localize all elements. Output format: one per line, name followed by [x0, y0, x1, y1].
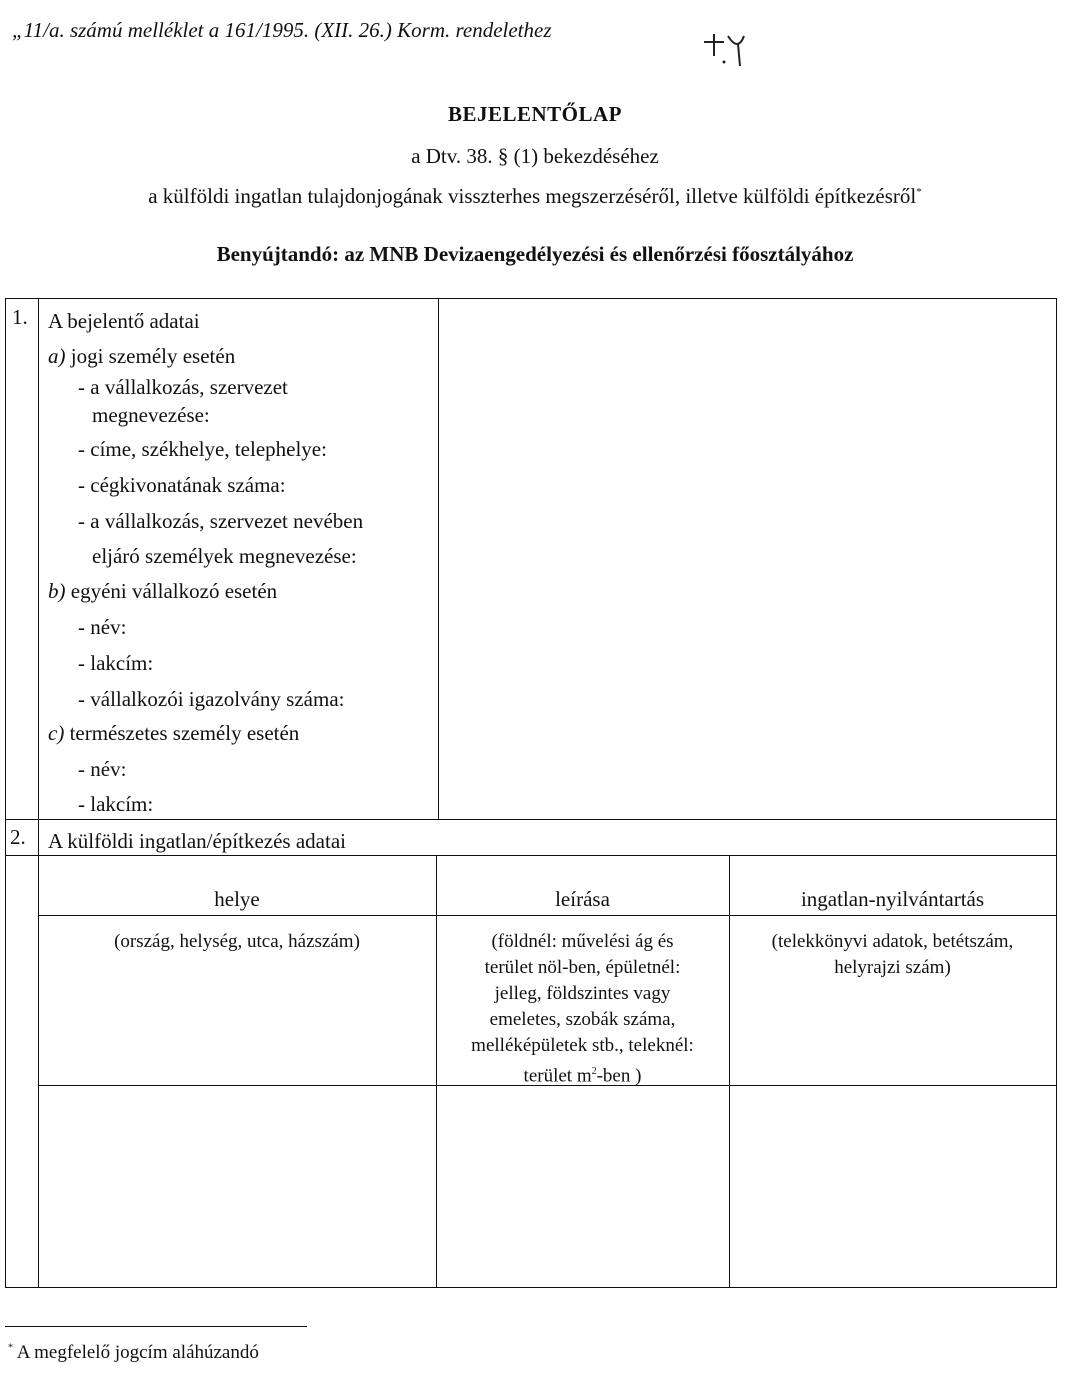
footnote-marker: *: [916, 186, 922, 198]
submit-to-notice: Benyújtandó: az MNB Devizaengedélyezési és ellenőrzési főosztályához: [216, 242, 854, 266]
section1-heading: A bejelentő adatai: [48, 309, 200, 333]
section1-a-item: - cégkivonatának száma:: [78, 473, 286, 497]
form-subtitle: a Dtv. 38. § (1) bekezdéséhez: [411, 144, 659, 168]
column-divider-2: [729, 855, 730, 1287]
section1-b-item: - név:: [78, 615, 127, 639]
section1-a-item: eljáró személyek megnevezése:: [92, 544, 357, 568]
column-desc-registry: (telekkönyvi adatok, betétszám, helyrajzi szám): [771, 931, 1014, 978]
document-header: „11/a. számú melléklet a 161/1995. (XII. 26.) Korm. rendelethez: [12, 18, 552, 42]
section1-number: 1.: [12, 305, 28, 329]
section2-heading: A külföldi ingatlan/építkezés adatai: [48, 829, 346, 853]
form-description: a külföldi ingatlan tulajdonjogának visszterhes megszerzéséről, illetve külföldi építkezésről*: [148, 184, 922, 208]
section1-bottom-rule: [6, 819, 1056, 820]
column-title-location: helye: [214, 887, 260, 911]
section1-b-heading: b) egyéni vállalkozó esetén: [48, 579, 278, 603]
section1-c-heading: c) természetes személy esetén: [48, 721, 300, 745]
footnote-rule: [5, 1326, 307, 1327]
section1-b-item: - lakcím:: [78, 651, 154, 675]
section1-a-item: - a vállalkozás, szervezet: [78, 375, 288, 399]
section2-number: 2.: [10, 825, 26, 849]
section1-a-heading: a) jogi személy esetén: [48, 344, 236, 368]
section1-a-item: - a vállalkozás, szervezet nevében: [78, 509, 364, 533]
section1-c-item: - lakcím:: [78, 792, 154, 816]
column-desc-location: (ország, helység, utca, házszám): [114, 931, 360, 952]
declaration-form-table: [5, 298, 1057, 1288]
number-column-divider: [38, 299, 39, 1287]
column-title-description: leírása: [555, 887, 610, 911]
footnote: * A megfelelő jogcím aláhúzandó: [8, 1342, 259, 1363]
section1-b-item: - vállalkozói igazolvány száma:: [78, 687, 345, 711]
section1-a-item: - címe, székhelye, telephelye:: [78, 437, 327, 461]
column-desc-description: (földnél: művelési ág és terület nöl-ben, épületnél: jelleg, földszintes vagy emeletes, szobák száma, melléképületek stb., teleknél: terület $m^2$-ben ): [471, 931, 694, 1087]
handwritten-mark: [698, 22, 768, 70]
section2-heading-rule: [6, 855, 1056, 856]
column-title-rule: [38, 915, 1056, 916]
section1-a-item: megnevezése:: [92, 403, 210, 427]
section1-value-divider: [438, 299, 439, 819]
column-title-registry: ingatlan-nyilvántartás: [800, 887, 985, 911]
form-title: BEJELENTŐLAP: [447, 102, 623, 126]
section1-c-item: - név:: [78, 757, 127, 781]
